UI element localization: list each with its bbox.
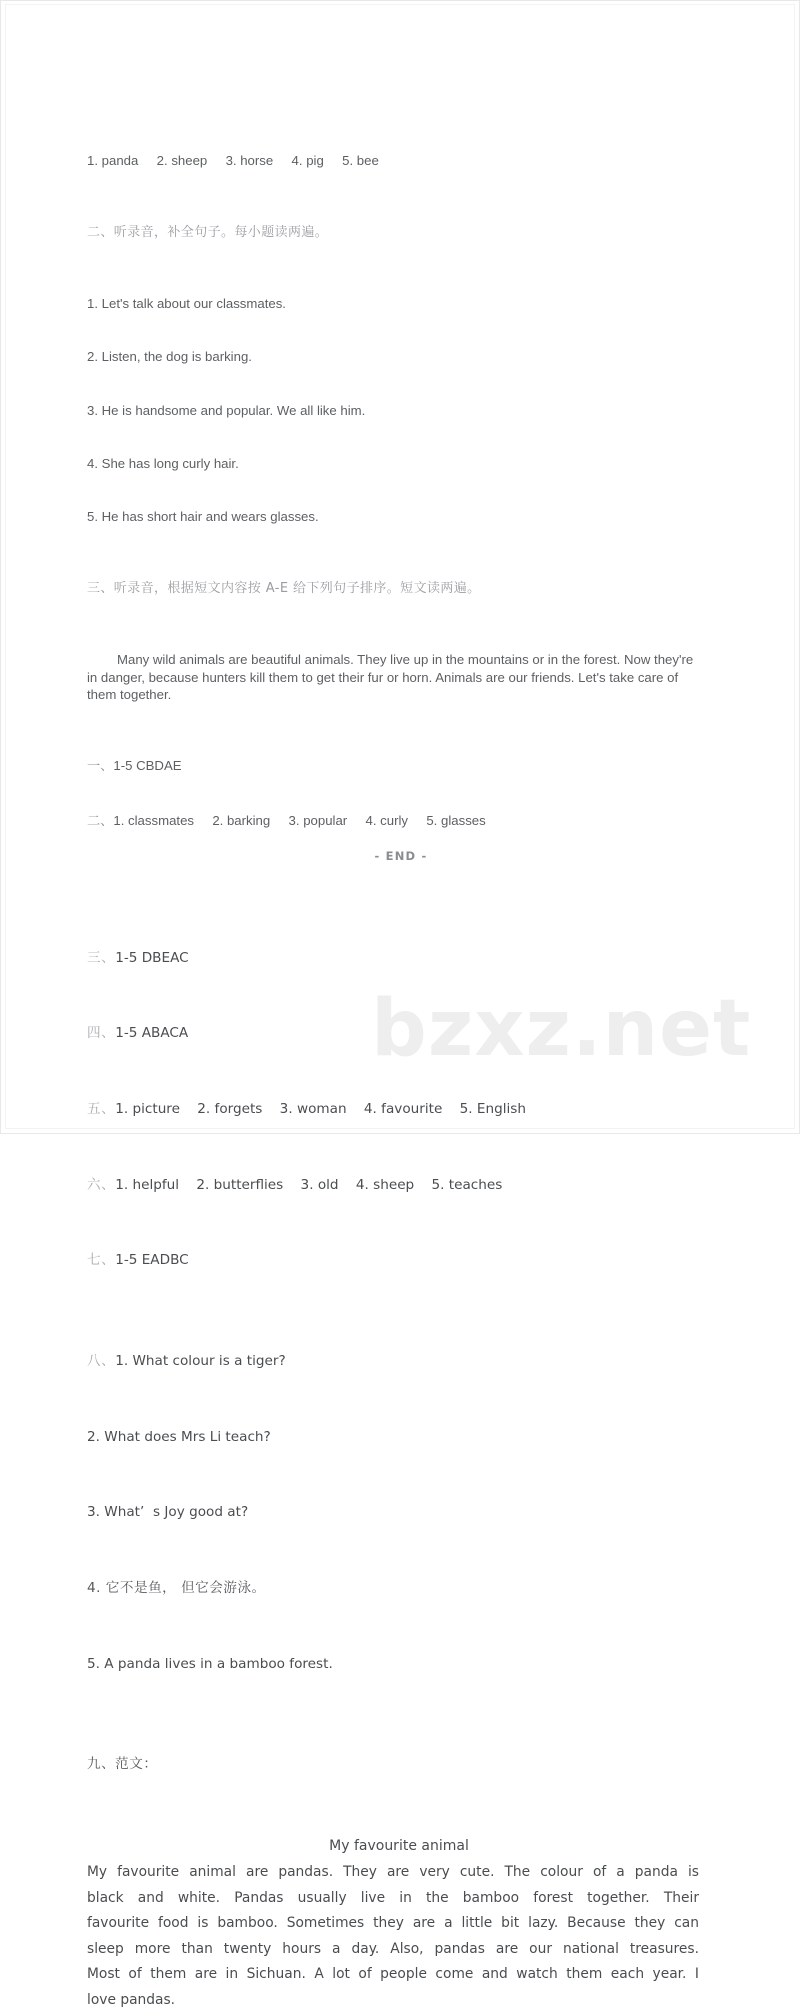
section-eight-item: 1. What colour is a tiger? (115, 1353, 286, 1370)
section-eight-item: 3. What’ s Joy good at? (87, 1504, 249, 1521)
answer-label: 三、 (87, 949, 116, 966)
answer-row-1 (87, 757, 701, 776)
section-eight-item: 5. A panda lives in a bamboo forest. (87, 1655, 333, 1672)
listening-script-2-item: 3. He is handsome and popular. We all like him. (87, 402, 366, 418)
answer-label: 一、 (87, 759, 114, 775)
essay-line: My favourite animal are pandas. They are very cute. The colour of a panda is (87, 1863, 699, 1880)
answer-label: 五、 (87, 1101, 116, 1118)
section-eight-row-3 (87, 1500, 701, 1525)
listening-heading-3: 三、听录音，根据短文内容按 A-E 给下列句子排序。短文读两遍。 (87, 580, 481, 596)
answer-row-5 (87, 1097, 701, 1122)
end-marker: - END - (374, 849, 428, 863)
answer-text: 1-5 EADBC (115, 1252, 189, 1269)
answer-row-2 (87, 812, 701, 831)
essay-line: love pandas. (87, 1991, 176, 2008)
listening-passage-3: Many wild animals are beautiful animals. They live up in the mountains or in the forest. Now they're in danger, because hunters kill them to get their fur or horn. Animals are our friends. Let's take care of them together. (87, 651, 697, 703)
answer-text: 1. picture 2. forgets 3. woman 4. favourite 5. English (115, 1101, 526, 1118)
answer-text: 1-5 ABACA (115, 1025, 189, 1042)
answer-label: 二、 (87, 813, 114, 829)
listening-script-2-item: 4. She has long curly hair. (87, 455, 239, 471)
answer-text: 1-5 CBDAE (113, 758, 182, 774)
listening-heading-2: 二、听录音，补全句子。每小题读两遍。 (87, 224, 329, 240)
section-eight-item: 4. 它不是鱼， 但它会游泳。 (87, 1579, 266, 1596)
essay-line: favourite food is bamboo. Sometimes they are a little bit lazy. Because they can (87, 1915, 699, 1932)
answer-text: 1. classmates 2. barking 3. popular 4. curly 5. glasses (113, 812, 486, 828)
section-eight-item: 2. What does Mrs Li teach? (87, 1428, 271, 1445)
answer-row-4 (87, 1021, 701, 1046)
answer-label: 四、 (87, 1025, 116, 1042)
listening-script-2-item: 2. Listen, the dog is barking. (87, 349, 252, 365)
answer-row-3 (87, 946, 701, 971)
essay-body (87, 1860, 699, 2014)
section-eight-label: 八、 (87, 1353, 116, 1370)
section-eight-row-4 (87, 1576, 701, 1601)
answer-row-7 (87, 1248, 701, 1273)
section-eight-row-2 (87, 1425, 701, 1450)
listening-script-2-item: 5. He has short hair and wears glasses. (87, 509, 319, 525)
answer-row-6 (87, 1173, 701, 1198)
section-eight-row-1 (87, 1349, 701, 1374)
listening-script-2-item: 1. Let's talk about our classmates. (87, 295, 286, 311)
listening-script-block (87, 99, 701, 866)
section-eight-row-5 (87, 1652, 701, 1677)
section-nine-label: 九、范文： (87, 1756, 158, 1773)
essay-line: sleep more than twenty hours a day. Also, pandas are our national treasures. (87, 1940, 699, 1957)
answer-text: 1. helpful 2. butterflies 3. old 4. sheep 5. teaches (115, 1176, 503, 1193)
answer-label: 六、 (87, 1176, 116, 1193)
watermark-bzxz-net: bzxz.net (371, 984, 752, 1074)
listening-line-1-answers: 1. panda 2. sheep 3. horse 4. pig 5. bee (87, 153, 379, 169)
essay-title: My favourite animal (329, 1837, 469, 1854)
answer-text: 1-5 DBEAC (115, 949, 189, 966)
essay-line: black and white. Pandas usually live in the bamboo forest together. Their (87, 1889, 699, 1906)
document-content (87, 99, 701, 2014)
answer-label: 七、 (87, 1252, 116, 1269)
answer-key-block (87, 870, 701, 1828)
essay-line: Most of them are in Sichuan. A lot of people come and watch them each year. I (87, 1966, 699, 1983)
